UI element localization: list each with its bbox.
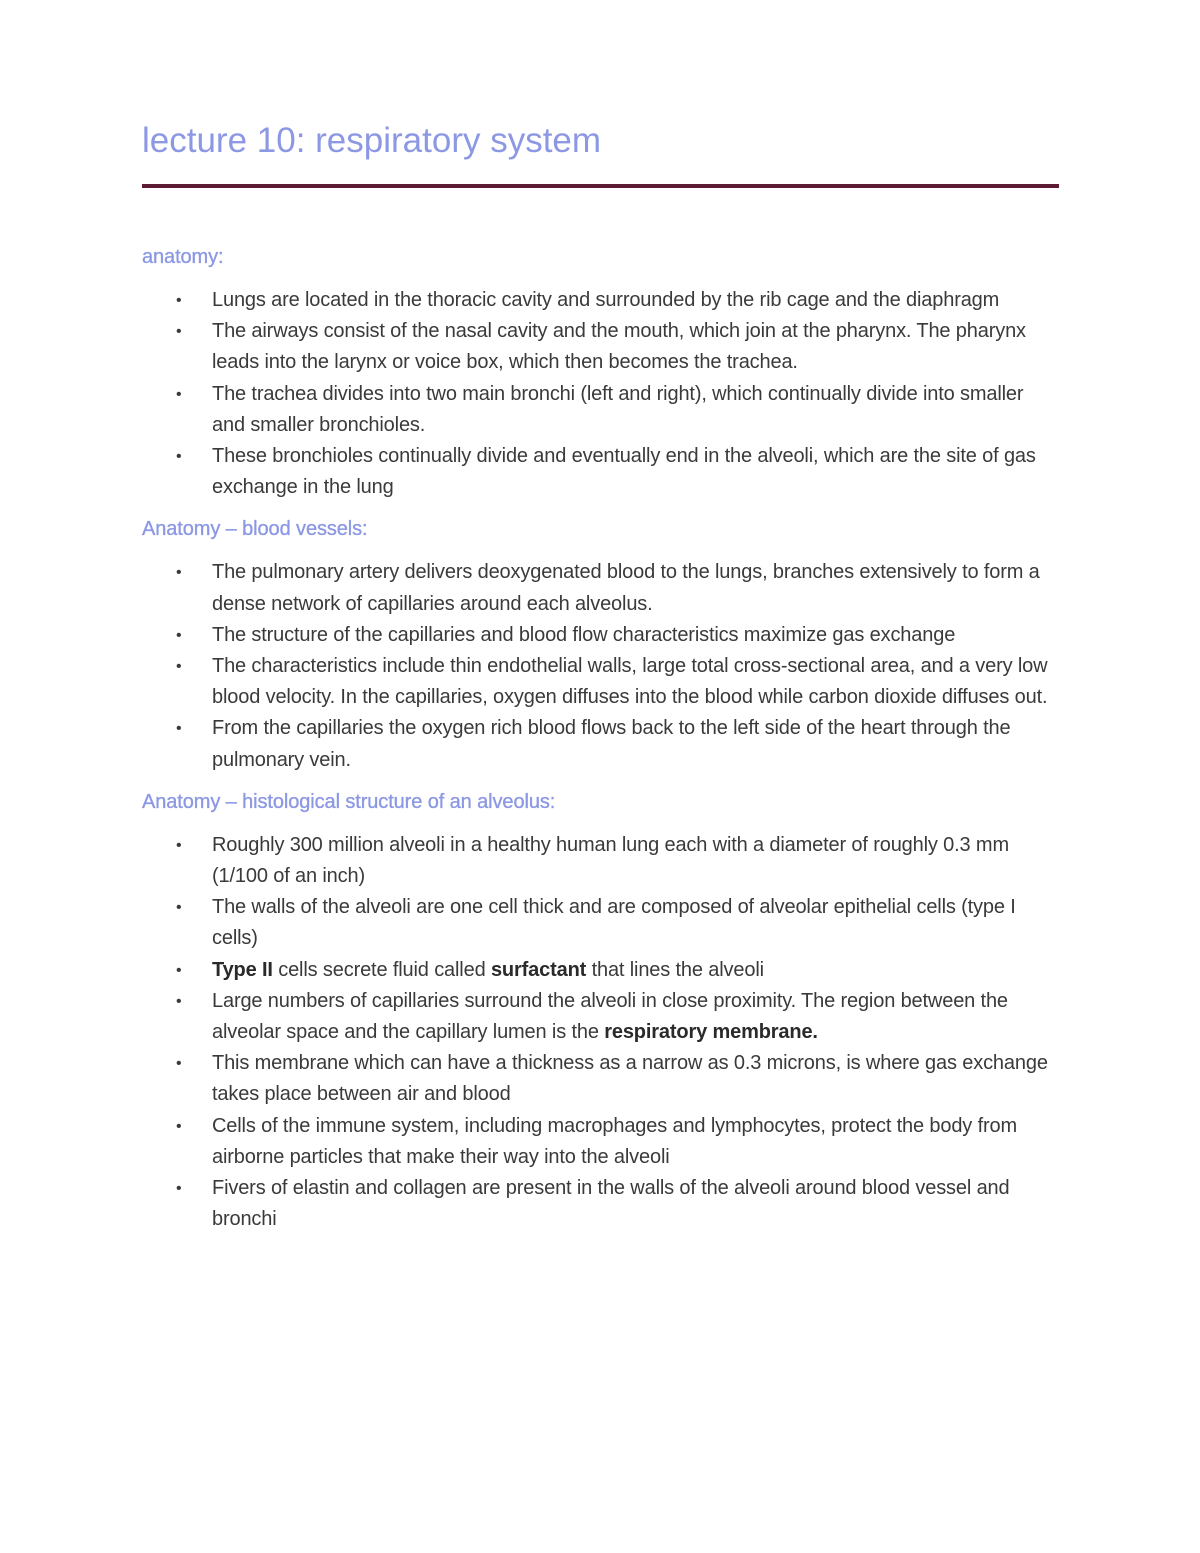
bullet-icon: • bbox=[176, 1180, 182, 1198]
section-heading-histological-structure: Anatomy – histological structure of an alveolus: bbox=[142, 790, 556, 813]
list-item: • This membrane which can have a thickness as a narrow as 0.3 microns, is where gas exchange takes place between air and blood bbox=[142, 1048, 1060, 1110]
list-item: • Large numbers of capillaries surround the alveoli in close proximity. The region between the alveolar space and the capillary lumen is the respiratory membrane. bbox=[142, 986, 1060, 1048]
document-title: lecture 10: respiratory system bbox=[142, 121, 602, 160]
section-heading-anatomy: anatomy: bbox=[142, 246, 224, 268]
list-item: • The walls of the alveoli are one cell thick and are composed of alveolar epithelial cells (type I cells) bbox=[142, 892, 1060, 954]
list-item: • Type II cells secrete fluid called surfactant that lines the alveoli bbox=[142, 955, 1060, 986]
bullet-list-anatomy bbox=[142, 285, 1060, 503]
bullet-icon: • bbox=[176, 292, 182, 309]
bullet-icon: • bbox=[176, 899, 182, 917]
bullet-icon: • bbox=[176, 323, 182, 341]
bullet-icon: • bbox=[176, 564, 182, 582]
bullet-icon: • bbox=[176, 658, 182, 676]
bullet-icon: • bbox=[176, 961, 182, 979]
list-item: • The structure of the capillaries and blood flow characteristics maximize gas exchange bbox=[142, 620, 1060, 651]
bullet-icon: • bbox=[176, 992, 182, 1010]
list-item: • Cells of the immune system, including macrophages and lymphocytes, protect the body from airborne particles that make their way into the alveoli bbox=[142, 1111, 1060, 1173]
bullet-icon: • bbox=[176, 1055, 182, 1073]
list-item: • Roughly 300 million alveoli in a healthy human lung each with a diameter of roughly 0.3 mm (1/100 of an inch) bbox=[142, 830, 1060, 892]
list-item: • The characteristics include thin endothelial walls, large total cross-sectional area, and a very low blood velocity. In the capillaries, oxygen diffuses into the blood while carbon dioxide diffuses out. bbox=[142, 651, 1060, 713]
bullet-icon: • bbox=[176, 1117, 182, 1135]
bullet-icon: • bbox=[176, 836, 182, 854]
title-divider bbox=[142, 184, 1059, 188]
section-heading-blood-vessels: Anatomy – blood vessels: bbox=[142, 518, 368, 541]
list-item: • Fivers of elastin and collagen are present in the walls of the alveoli around blood vessel and bronchi bbox=[142, 1173, 1060, 1235]
bullet-icon: • bbox=[176, 720, 182, 738]
bullet-list-histological-structure bbox=[142, 830, 1060, 1236]
list-item: • These bronchioles continually divide and eventually end in the alveoli, which are the site of gas exchange in the lung bbox=[142, 441, 1060, 503]
bullet-list-blood-vessels bbox=[142, 557, 1060, 775]
list-item: • From the capillaries the oxygen rich blood flows back to the left side of the heart through the pulmonary vein. bbox=[142, 713, 1060, 775]
list-item: • The airways consist of the nasal cavity and the mouth, which join at the pharynx. The pharynx leads into the larynx or voice box, which then becomes the trachea. bbox=[142, 316, 1060, 378]
bold-term-surfactant: surfactant bbox=[490, 958, 587, 981]
bullet-icon: • bbox=[176, 448, 182, 466]
bullet-icon: • bbox=[176, 626, 182, 644]
bullet-icon: • bbox=[176, 385, 182, 403]
document-body bbox=[142, 240, 1060, 1235]
bold-term-type-ii: Type II bbox=[212, 958, 273, 981]
list-item: • The trachea divides into two main bronchi (left and right), which continually divide into smaller and smaller bronchioles. bbox=[142, 379, 1060, 441]
bold-term-respiratory-membrane: respiratory membrane. bbox=[604, 1021, 818, 1044]
list-item: • Lungs are located in the thoracic cavity and surrounded by the rib cage and the diaphragm bbox=[142, 285, 1060, 316]
list-item: • The pulmonary artery delivers deoxygenated blood to the lungs, branches extensively to form a dense network of capillaries around each alveolus. bbox=[142, 557, 1060, 619]
